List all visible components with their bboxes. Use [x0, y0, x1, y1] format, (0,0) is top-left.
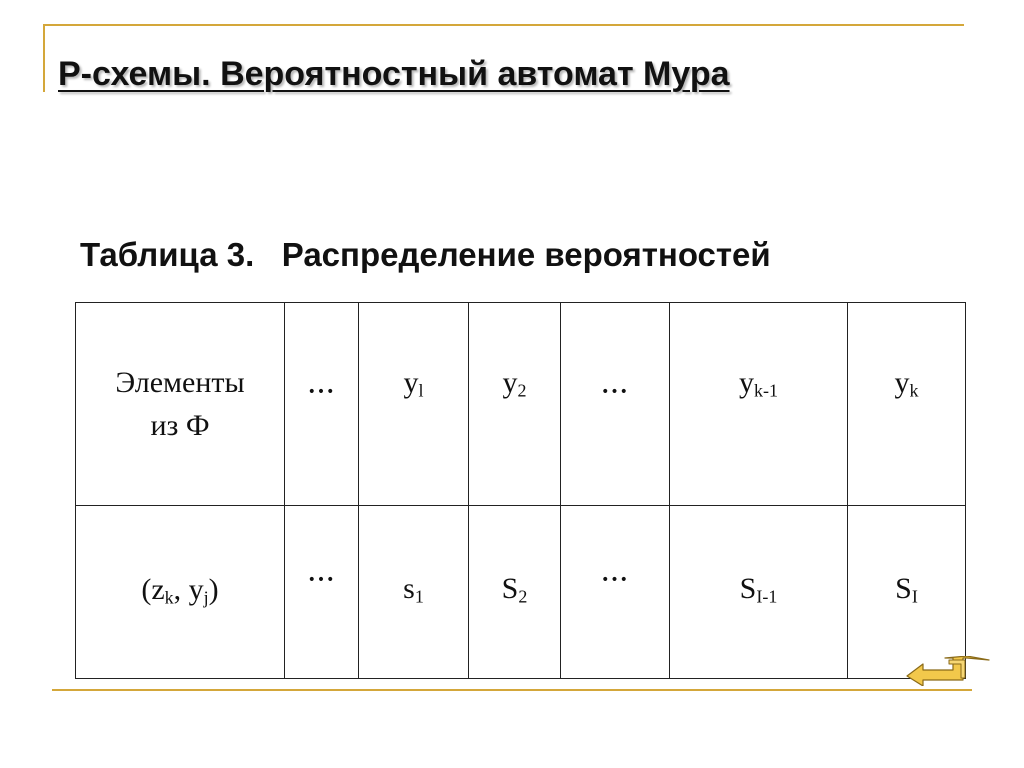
table-cell-y-2: $y_2$: [469, 303, 561, 506]
table-cell-y-k-minus-1: $y_{k-1}$: [670, 303, 848, 506]
row-header-elements: [76, 303, 285, 506]
row-header-line-1: Элементы: [115, 365, 245, 399]
table-cell-y-k: $y_k$: [848, 303, 966, 506]
ellipsis-cell: [561, 303, 670, 506]
ellipsis-cell: [561, 506, 670, 679]
ellipsis-cell: [285, 506, 359, 679]
row-header-pairs: ($z_k$, $y_j$): [76, 506, 285, 679]
table-row-probabilities: [76, 506, 966, 679]
bottom-accent-rule: [52, 689, 972, 691]
table-cell-s-i-minus-1: $S_{I-1}$: [670, 506, 848, 679]
return-arrow-icon[interactable]: [905, 656, 993, 686]
probability-table: [75, 302, 966, 679]
left-accent-rule: [43, 24, 45, 92]
table-caption: Таблица 3. Распределение вероятностей: [80, 236, 771, 273]
slide-title: Р-схемы. Вероятностный автомат Мура: [58, 55, 730, 93]
table-cell-y-l: $y_l$: [359, 303, 469, 506]
top-accent-rule: [43, 24, 964, 26]
table-cell-s-2: $S_2$: [469, 506, 561, 679]
ellipsis-cell: [285, 303, 359, 506]
ellipsis-dots: •••: [601, 572, 629, 588]
table-cell-s-i: $S_I$: [848, 506, 966, 679]
ellipsis-dots: •••: [307, 384, 336, 400]
table-cell-s-1: $s_1$: [359, 506, 469, 679]
ellipsis-dots: •••: [601, 384, 629, 400]
row-header-line-2: из Ф: [150, 409, 210, 442]
table-row-elements: [76, 303, 966, 506]
ellipsis-dots: •••: [307, 572, 336, 588]
